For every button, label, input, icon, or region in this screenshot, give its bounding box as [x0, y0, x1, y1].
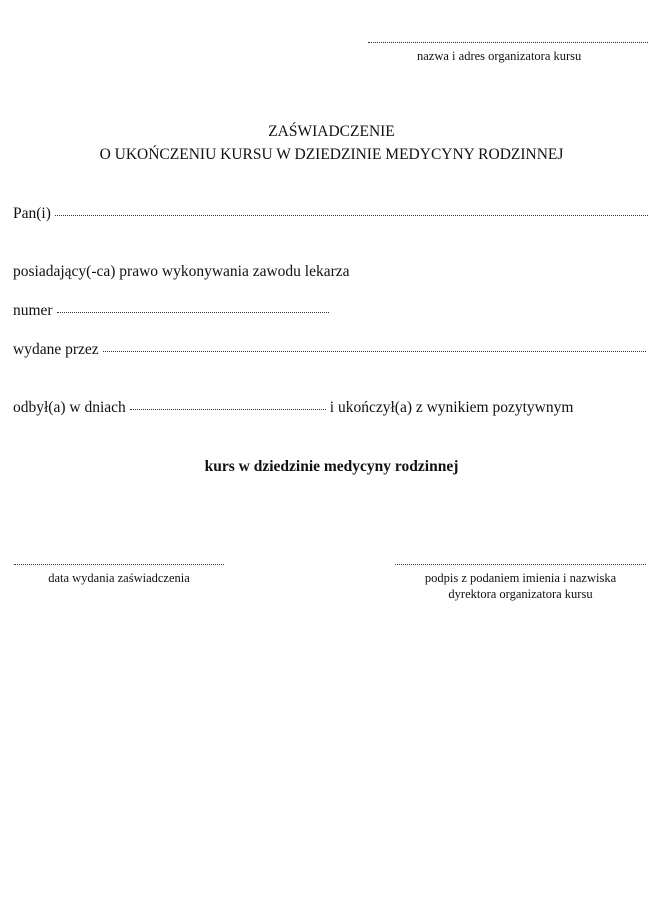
- number-row: [13, 302, 333, 320]
- pan-row: [13, 205, 648, 223]
- number-label: numer: [13, 302, 53, 319]
- issued-by-row: [13, 341, 646, 359]
- issued-by-field[interactable]: [103, 351, 646, 352]
- signature-line[interactable]: [395, 564, 646, 565]
- pan-label: Pan(i): [13, 205, 51, 222]
- organizer-caption: nazwa i adres organizatora kursu: [417, 49, 582, 63]
- document-subtitle: O UKOŃCZENIU KURSU W DZIEDZINIE MEDYCYNY RODZINNEJ: [99, 146, 564, 163]
- pan-field[interactable]: [55, 215, 648, 216]
- organizer-line[interactable]: [368, 42, 648, 43]
- issued-by-label: wydane przez: [13, 341, 99, 358]
- course-name: kurs w dziedzinie medycyny rodzinnej: [204, 458, 459, 475]
- number-field[interactable]: [57, 312, 329, 313]
- completed-text: i ukończył(a) z wynikiem pozytywnym: [329, 399, 574, 416]
- issue-date-line[interactable]: [14, 564, 224, 565]
- license-text: posiadający(-ca) prawo wykonywania zawodu lekarza: [13, 263, 350, 280]
- signature-caption-line1: podpis z podaniem imienia i nazwiska: [424, 571, 617, 585]
- dates-field[interactable]: [130, 409, 326, 410]
- attended-label: odbył(a) w dniach: [13, 399, 126, 416]
- document-title: ZAŚWIADCZENIE: [268, 123, 395, 140]
- issue-date-caption: data wydania zaświadczenia: [48, 571, 190, 585]
- signature-caption-line2: dyrektora organizatora kursu: [448, 587, 593, 601]
- dates-row: [13, 399, 573, 417]
